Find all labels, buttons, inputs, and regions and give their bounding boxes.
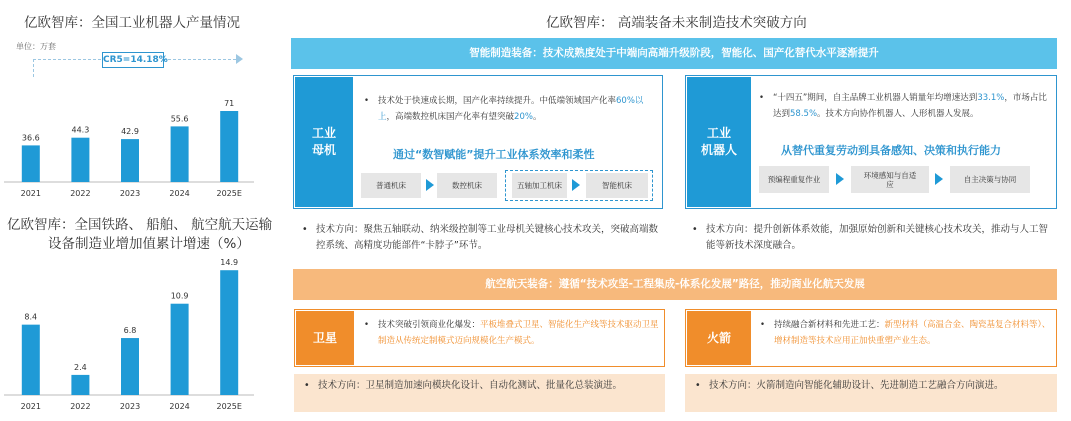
flow-ordinary-machine: 普通机床	[361, 173, 421, 198]
robot-label-line2: 机器人	[700, 143, 737, 157]
flow-env-perception: 环境感知与自适应	[851, 166, 929, 193]
bar-2021	[22, 325, 40, 395]
rocket-bullet-text: 持续融合新材料和先进工艺：	[774, 320, 885, 330]
machine-tool-label	[295, 77, 353, 207]
flow-arrow-icon	[426, 179, 434, 191]
data-label-2024: 55.6	[170, 114, 189, 124]
satellite-highlight: 平板堆叠式卫星、智能化生产线等技术驱动卫星制造从传统定制模式迈向规模化生产模式。	[378, 320, 659, 346]
data-label-2024: 10.9	[170, 291, 189, 301]
banner-aerospace: 航空航天装备：遵循“技术攻坚-工程集成-体系化发展”路径，推动商业化航天发展	[293, 269, 1057, 300]
tick-label-2021: 2021	[20, 402, 41, 411]
machine-tool-bullet-text: 技术处于快速成长期，国产化率持续提升。中低端领域国产化率	[378, 96, 617, 106]
tick-label-2022: 2022	[70, 189, 91, 198]
tick-label-2021: 2021	[20, 189, 41, 198]
bar-2025E	[220, 270, 238, 395]
flow-cnc-machine: 数控机床	[437, 173, 497, 198]
robot-highlight-58: 58.5%	[790, 109, 818, 119]
robot-label	[687, 77, 751, 207]
bar-2024	[171, 126, 189, 182]
robot-bullet-end: 。技术方向协作机器人、人形机器人发展。	[817, 109, 979, 119]
machine-tool-bullet-end: 。	[532, 112, 542, 122]
bar-2023	[121, 139, 139, 182]
chart2-transport-growth	[0, 258, 270, 418]
rocket-tech: • 技术方向：火箭制造向智能化辅助设计、先进制造工艺融合方向演进。	[685, 374, 1057, 412]
bar-2023	[121, 338, 139, 395]
data-label-2022: 44.3	[71, 125, 90, 135]
chart2-title-line2: 设备制造业增加值累计增速（%）	[48, 236, 250, 252]
tick-label-2025E: 2025E	[216, 189, 242, 198]
bar-2024	[171, 304, 189, 395]
flow-preprogrammed: 预编程重复作业	[759, 166, 829, 193]
satellite-tech: • 技术方向：卫星制造加速向模块化设计、自动化测试、批量化总装演进。	[294, 374, 665, 412]
satellite-tech-text: 技术方向：卫星制造加速向模块化设计、自动化测试、批量化总装演进。	[318, 380, 623, 391]
chart2-title-line1: 亿欧智库：全国铁路、 船舶、 航空航天运输	[7, 217, 273, 233]
robot-slogan: 从替代重复劳动到具备感知、决策和执行能力	[781, 144, 1001, 157]
bar-2022	[71, 138, 89, 182]
robot-bullet-text: “十四五”期间，自主品牌工业机器人销量年均增速达到	[773, 93, 978, 103]
rocket-label: 火箭	[687, 311, 751, 365]
robot-label-line1: 工业	[706, 126, 731, 140]
chart1-robot-output	[0, 60, 270, 205]
machine-tool-tech: • 技术方向：聚焦五轴联动、纳米级控制等工业母机关键核心技术攻关，突破高端数控系统、高精度功能部件“卡脖子”环节。	[302, 222, 667, 254]
data-label-2023: 6.8	[123, 326, 137, 336]
chart1-unit: 单位：万套	[16, 42, 56, 51]
robot-tech-text: 技术方向：提升创新体系效能，加强原始创新和关键核心技术攻关，推动与人工智能等新技术深度融合。	[706, 224, 1049, 251]
banner-intelligent-manufacturing: 智能制造装备：技术成熟度处于中端向高端升级阶段，智能化、国产化替代水平逐渐提升	[291, 38, 1057, 69]
flow-smart-machine: 智能机床	[586, 173, 648, 198]
machine-tool-label-line1: 工业	[311, 126, 336, 140]
flow-arrow-icon	[572, 179, 580, 191]
tick-label-2025E: 2025E	[216, 402, 242, 411]
tick-label-2024: 2024	[169, 402, 190, 411]
tick-label-2024: 2024	[169, 189, 190, 198]
data-label-2022: 2.4	[74, 362, 87, 372]
rocket-tech-text: 技术方向：火箭制造向智能化辅助设计、先进制造工艺融合方向演进。	[709, 380, 1004, 391]
flow-arrow-icon	[935, 173, 943, 185]
flow-five-axis-machine: 五轴加工机床	[512, 173, 567, 198]
satellite-label: 卫星	[296, 311, 354, 365]
flow-arrow-icon	[836, 173, 844, 185]
tick-label-2022: 2022	[70, 402, 91, 411]
data-label-2023: 42.9	[121, 127, 139, 137]
bar-2025E	[220, 111, 238, 182]
tick-label-2023: 2023	[119, 402, 141, 411]
robot-highlight-33: 33.1%	[977, 93, 1005, 103]
robot-tech: • 技术方向：提升创新体系效能，加强原始创新和关键核心技术攻关，推动与人工智能等新技术深度融合。	[692, 222, 1056, 254]
bar-2022	[71, 375, 89, 395]
chart1-title: 亿欧智库：全国工业机器人产量情况	[24, 15, 240, 31]
tick-label-2023: 2023	[119, 189, 141, 198]
machine-tool-tech-text: 技术方向：聚焦五轴联动、纳米级控制等工业母机关键核心技术攻关，突破高端数控系统、高精度功能部件“卡脖子”环节。	[316, 224, 659, 251]
machine-tool-highlight-60: 60%以上	[378, 96, 644, 122]
machine-tool-label-line2: 母机	[311, 143, 336, 157]
data-label-2021: 36.6	[21, 133, 40, 143]
robot-bullet: • “十四五”期间，自主品牌工业机器人销量年均增速达到33.1%，市场占比达到58.5%。技术方向协作机器人、人形机器人发展。	[759, 93, 1047, 119]
data-label-2025E: 71	[224, 99, 235, 108]
satellite-bullet-text: 技术突破引领商业化爆发：	[378, 320, 481, 330]
flow-autonomous: 自主决策与协同	[950, 166, 1030, 193]
bar-2021	[22, 145, 40, 182]
machine-tool-bullet: • 技术处于快速成长期，国产化率持续提升。中低端领域国产化率60%以上，高端数控机床国产化率有望突破20%。	[364, 96, 644, 122]
satellite-bullet: • 技术突破引领商业化爆发：平板堆叠式卫星、智能化生产线等技术驱动卫星制造从传统定制模式迈向规模化生产模式。	[364, 320, 659, 346]
right-title: 亿欧智库： 高端装备未来制造技术突破方向	[546, 15, 807, 31]
rocket-highlight: 新型材料（高温合金、陶瓷基复合材料等）、增材制造等技术应用正加快重塑产业生态。	[774, 320, 1051, 346]
data-label-2021: 8.4	[24, 312, 38, 322]
machine-tool-slogan: 通过“数智赋能”提升工业体系效率和柔性	[393, 148, 595, 161]
cr5-badge: CR5=14.18%	[102, 52, 164, 68]
data-label-2025E: 14.9	[220, 258, 239, 268]
robot-bullet-mid: ，市场占比达到	[773, 93, 1047, 119]
machine-tool-bullet-mid: ，高端数控机床国产化率有望突破	[386, 112, 515, 122]
rocket-bullet: • 持续融合新材料和先进工艺：新型材料（高温合金、陶瓷基复合材料等）、增材制造等技术应用正加快重塑产业生态。	[760, 320, 1051, 346]
machine-tool-highlight-20: 20%	[514, 112, 533, 122]
